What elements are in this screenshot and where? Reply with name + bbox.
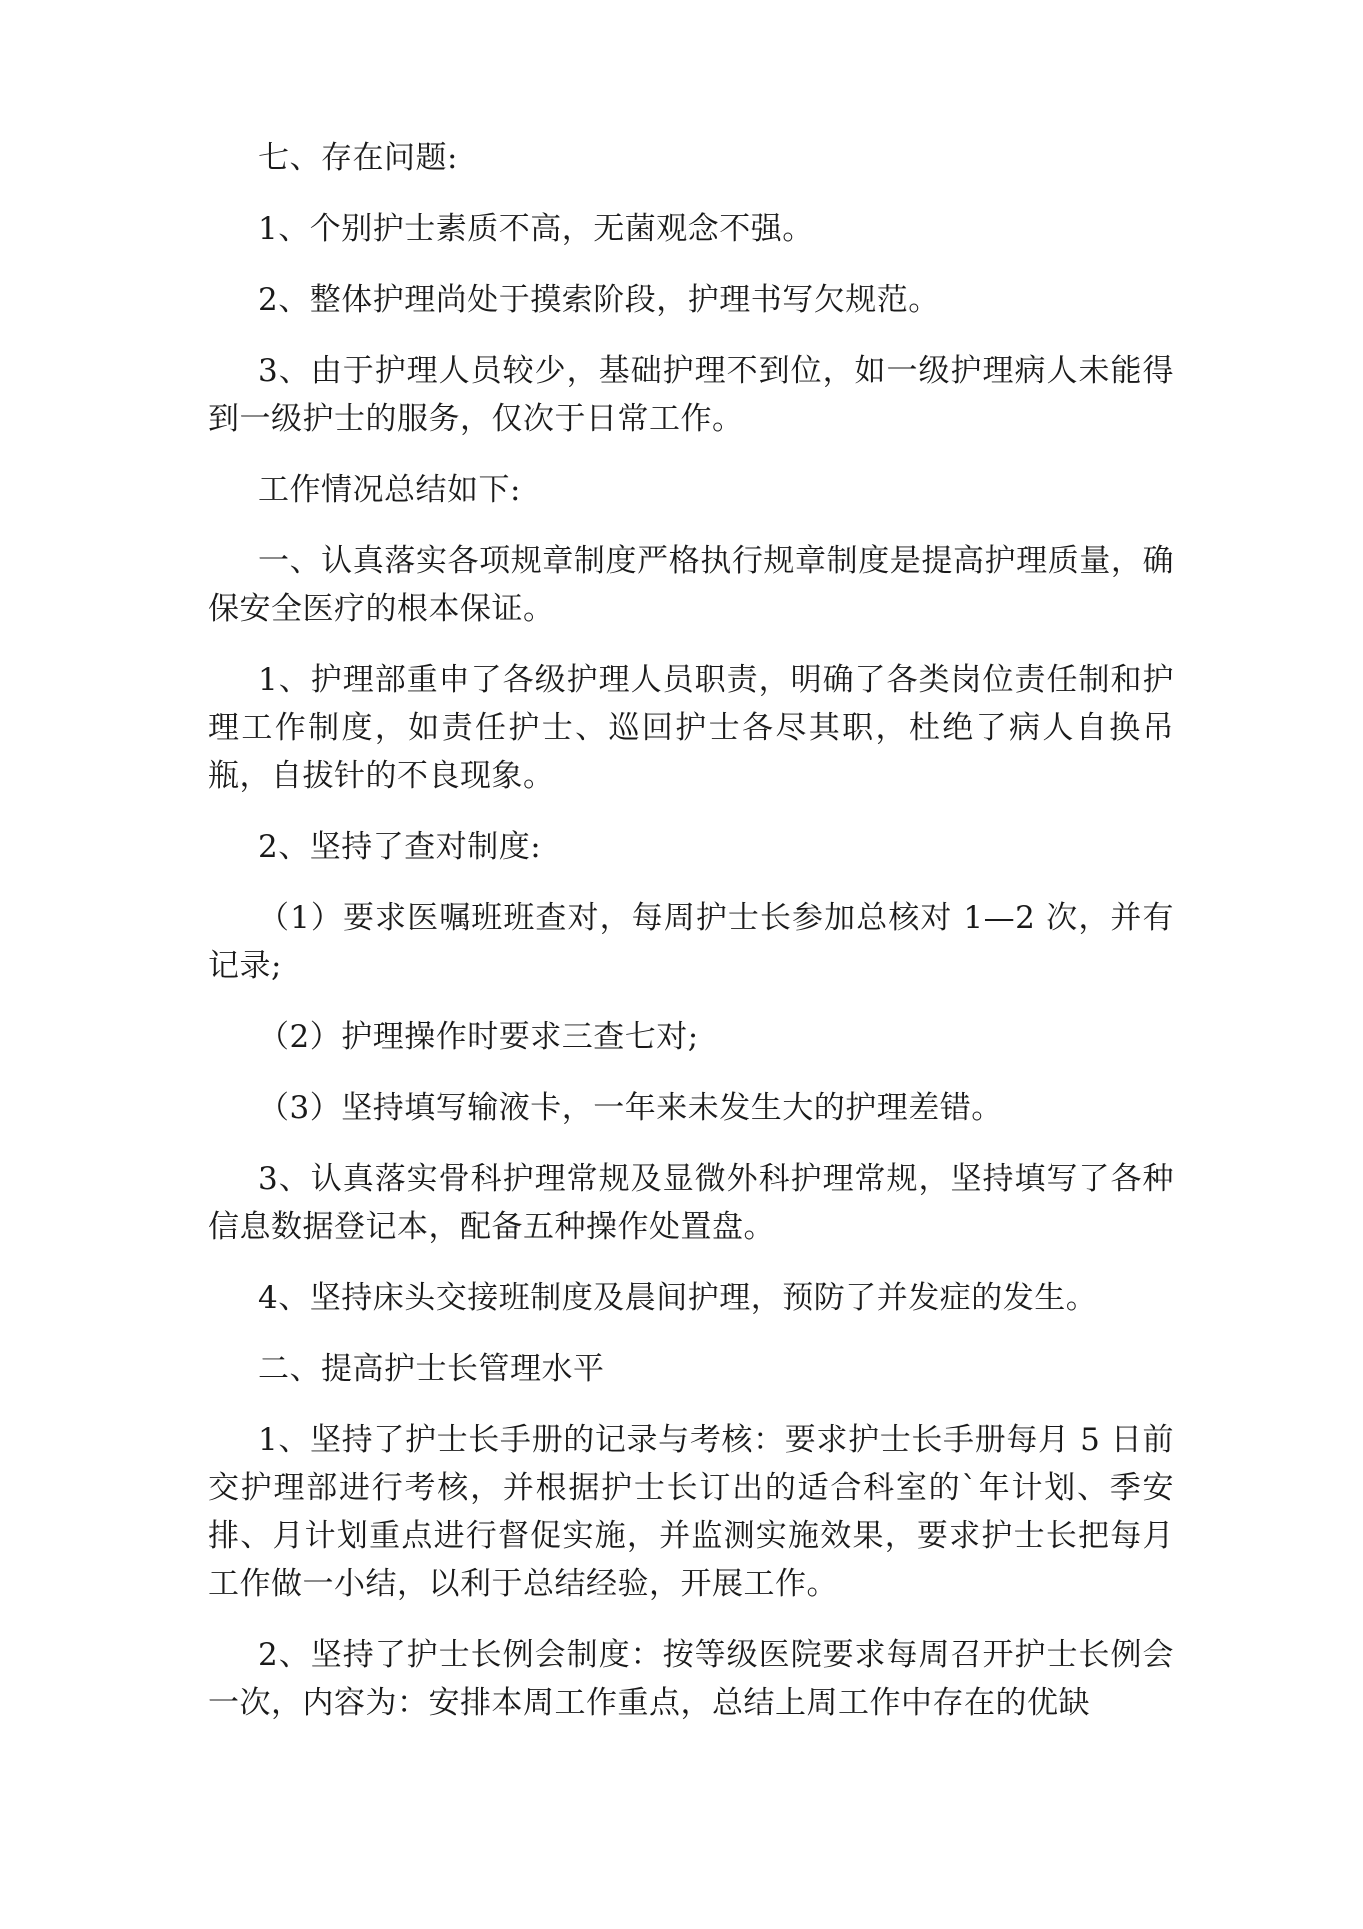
paragraph: 2、坚持了查对制度: <box>258 829 542 865</box>
list-item: （1）要求医嘱班班查对，每周护士长参加总核对 1—2 次，并有记录; <box>208 900 1174 984</box>
paragraph: 3、由于护理人员较少，基础护理不到位，如一级护理病人未能得到一级护士的服务，仅次于日常工作。 <box>208 353 1174 437</box>
paragraph: 2、整体护理尚处于摸索阶段，护理书写欠规范。 <box>258 282 940 318</box>
list-item: （2）护理操作时要求三查七对; <box>258 1019 699 1055</box>
document-body <box>208 134 1174 1750</box>
section-heading-rules: 一、认真落实各项规章制度严格执行规章制度是提高护理质量，确保安全医疗的根本保证。 <box>208 543 1174 627</box>
paragraph: 1、坚持了护士长手册的记录与考核：要求护士长手册每月 5 日前交护理部进行考核，并根据护士长订出的适合科室的`年计划、季安排、月计划重点进行督促实施，并监测实施效果，要求护士长把每月工作做一小结，以利于总结经验，开展工作。 <box>208 1422 1174 1602</box>
paragraph: 1、护理部重申了各级护理人员职责，明确了各类岗位责任制和护理工作制度，如责任护士、巡回护士各尽其职，杜绝了病人自换吊瓶，自拔针的不良现象。 <box>208 662 1174 794</box>
section-heading-management: 二、提高护士长管理水平 <box>258 1351 605 1387</box>
paragraph: 3、认真落实骨科护理常规及显微外科护理常规，坚持填写了各种信息数据登记本，配备五种操作处置盘。 <box>208 1161 1174 1245</box>
paragraph: 1、个别护士素质不高，无菌观念不强。 <box>258 211 814 247</box>
list-item: （3）坚持填写输液卡，一年来未发生大的护理差错。 <box>258 1090 1003 1126</box>
section-heading-summary: 工作情况总结如下: <box>258 472 521 508</box>
paragraph: 2、坚持了护士长例会制度：按等级医院要求每周召开护士长例会一次，内容为：安排本周工作重点，总结上周工作中存在的优缺 <box>208 1637 1174 1721</box>
section-heading-problems: 七、存在问题: <box>258 140 458 176</box>
paragraph: 4、坚持床头交接班制度及晨间护理，预防了并发症的发生。 <box>258 1280 1098 1316</box>
